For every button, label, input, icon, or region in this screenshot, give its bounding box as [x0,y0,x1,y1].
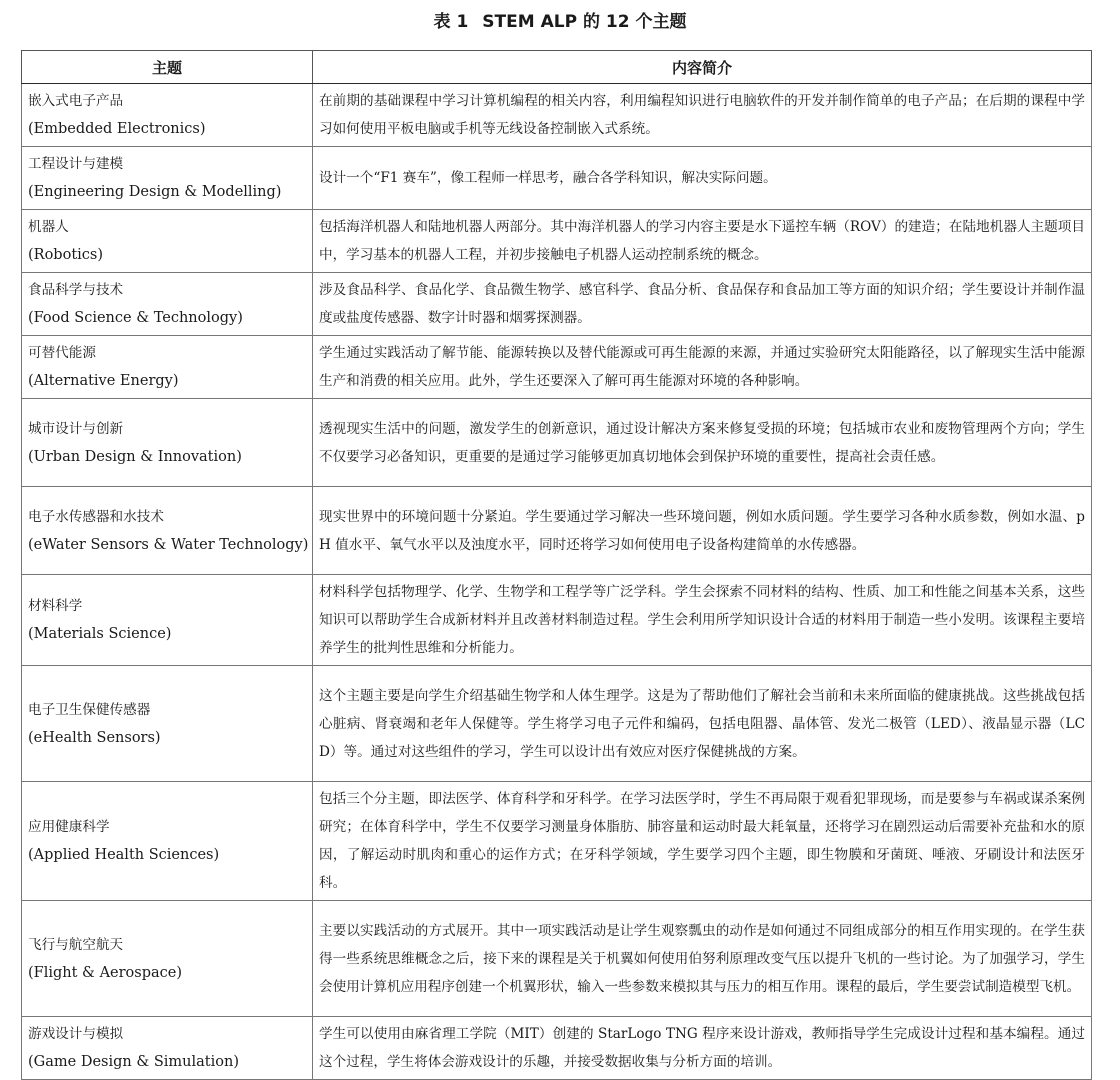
description-cell: 现实世界中的环境问题十分紧迫。学生要通过学习解决一些环境问题，例如水质问题。学生要学习各种水质参数，例如水温、pH 值水平、氧气水平以及浊度水平，同时还将学习如何使用电子设备构建简单的水传感器。 [313,487,1092,575]
topic-zh: 工程设计与建模 [28,156,124,172]
header-description: 内容简介 [313,51,1092,84]
description-cell: 主要以实践活动的方式展开。其中一项实践活动是让学生观察瓢虫的动作是如何通过不同组成部分的相互作用实现的。在学生获得一些系统思维概念之后，接下来的课程是关于机翼如何使用伯努利原理改变气压以提升飞机的一些讨论。为了加强学习，学生会使用计算机应用程序创建一个机翼形状，输入一些参数来模拟其与压力的相互作用。课程的最后，学生要尝试制造模型飞机。 [313,901,1092,1017]
topic-en: (Food Science & Technology) [28,310,243,326]
topic-cell [22,399,313,487]
topic-zh: 食品科学与技术 [28,282,124,298]
topic-cell [22,666,313,782]
table-row [22,666,1092,782]
topic-cell [22,336,313,399]
description-cell: 包括海洋机器人和陆地机器人两部分。其中海洋机器人的学习内容主要是水下遥控车辆（ROV）的建造；在陆地机器人主题项目中，学习基本的机器人工程，并初步接触电子机器人运动控制系统的概念。 [313,210,1092,273]
topic-en: (Engineering Design & Modelling) [28,184,282,200]
topic-en: (Materials Science) [28,626,172,642]
topic-zh: 电子水传感器和水技术 [28,508,164,525]
topic-cell [22,487,313,575]
table-row [22,210,1092,273]
topic-cell [22,1017,313,1080]
topic-cell [22,210,313,273]
table-row [22,1017,1092,1080]
table-row [22,575,1092,666]
description-cell: 在前期的基础课程中学习计算机编程的相关内容，利用编程知识进行电脑软件的开发并制作简单的电子产品；在后期的课程中学习如何使用平板电脑或手机等无线设备控制嵌入式系统。 [313,84,1092,147]
topic-zh: 飞行与航空航天 [28,936,124,953]
topic-zh: 可替代能源 [28,345,96,361]
topic-en: (Applied Health Sciences) [28,847,220,863]
table-row [22,399,1092,487]
header-row [22,51,1092,84]
topic-en: (Alternative Energy) [28,373,179,389]
topic-en: (Urban Design & Innovation) [28,448,242,465]
table-number: 表 1 [433,12,469,32]
topic-cell [22,782,313,901]
topic-zh: 电子卫生保健传感器 [28,701,151,718]
topic-cell [22,575,313,666]
description-cell: 这个主题主要是向学生介绍基础生物学和人体生理学。这是为了帮助他们了解社会当前和未来所面临的健康挑战。这些挑战包括心脏病、肾衰竭和老年人保健等。学生将学习电子元件和编码，包括电阻器、晶体管、发光二极管（LED）、液晶显示器（LCD）等。通过对这些组件的学习，学生可以设计出有效应对医疗保健挑战的方案。 [313,666,1092,782]
topic-cell [22,901,313,1017]
topic-zh: 应用健康科学 [28,819,110,835]
topic-zh: 材料科学 [28,598,83,614]
table-row [22,782,1092,901]
table-row [22,487,1092,575]
topic-en: (eHealth Sensors) [28,729,161,746]
topic-zh: 游戏设计与模拟 [28,1026,124,1042]
topic-en: (Embedded Electronics) [28,121,206,137]
topic-en: (Game Design & Simulation) [28,1054,239,1070]
description-cell: 学生可以使用由麻省理工学院（MIT）创建的 StarLogo TNG 程序来设计游戏，教师指导学生完成设计过程和基本编程。通过这个过程，学生将体会游戏设计的乐趣，并接受数据收集与分析方面的培训。 [313,1017,1092,1080]
description-cell: 学生通过实践活动了解节能、能源转换以及替代能源或可再生能源的来源，并通过实验研究太阳能路径，以了解现实生活中能源生产和消费的相关应用。此外，学生还要深入了解可再生能源对环境的各种影响。 [313,336,1092,399]
table-caption [0,8,1120,36]
table-row [22,84,1092,147]
topic-zh: 嵌入式电子产品 [28,93,124,109]
topic-cell [22,273,313,336]
topic-cell [22,84,313,147]
description-cell: 涉及食品科学、食品化学、食品微生物学、感官科学、食品分析、食品保存和食品加工等方面的知识介绍；学生要设计并制作温度或盐度传感器、数字计时器和烟雾探测器。 [313,273,1092,336]
description-cell: 材料科学包括物理学、化学、生物学和工程学等广泛学科。学生会探索不同材料的结构、性质、加工和性能之间基本关系，这些知识可以帮助学生合成新材料并且改善材料制造过程。学生会利用所学知识设计合适的材料用于制造一些小发明。该课程主要培养学生的批判性思维和分析能力。 [313,575,1092,666]
topic-zh: 城市设计与创新 [28,420,124,437]
table-row [22,147,1092,210]
table-row [22,901,1092,1017]
topic-en: (eWater Sensors & Water Technology) [28,536,309,553]
description-cell: 透视现实生活中的问题，激发学生的创新意识，通过设计解决方案来修复受损的环境；包括城市农业和废物管理两个方向；学生不仅要学习必备知识，更重要的是通过学习能够更加真切地体会到保护环境的重要性，提高社会责任感。 [313,399,1092,487]
table-row [22,273,1092,336]
header-topic: 主题 [22,51,313,84]
topic-cell [22,147,313,210]
table-row [22,336,1092,399]
description-cell: 包括三个分主题，即法医学、体育科学和牙科学。在学习法医学时，学生不再局限于观看犯罪现场，而是要参与车祸或谋杀案例研究；在体育科学中，学生不仅要学习测量身体脂肪、肺容量和运动时最大耗氧量，还将学习在剧烈运动后需要补充盐和水的原因，了解运动时肌肉和重心的运作方式；在牙科学领域，学生要学习四个主题，即生物膜和牙菌斑、唾液、牙刷设计和法医牙科。 [313,782,1092,901]
description-cell: 设计一个“F1 赛车”，像工程师一样思考，融合各学科知识，解决实际问题。 [313,147,1092,210]
topic-en: (Flight & Aerospace) [28,964,183,981]
topic-zh: 机器人 [28,219,69,235]
topics-table [21,50,1092,1080]
topic-en: (Robotics) [28,247,103,263]
table-title: STEM ALP 的 12 个主题 [482,12,687,32]
